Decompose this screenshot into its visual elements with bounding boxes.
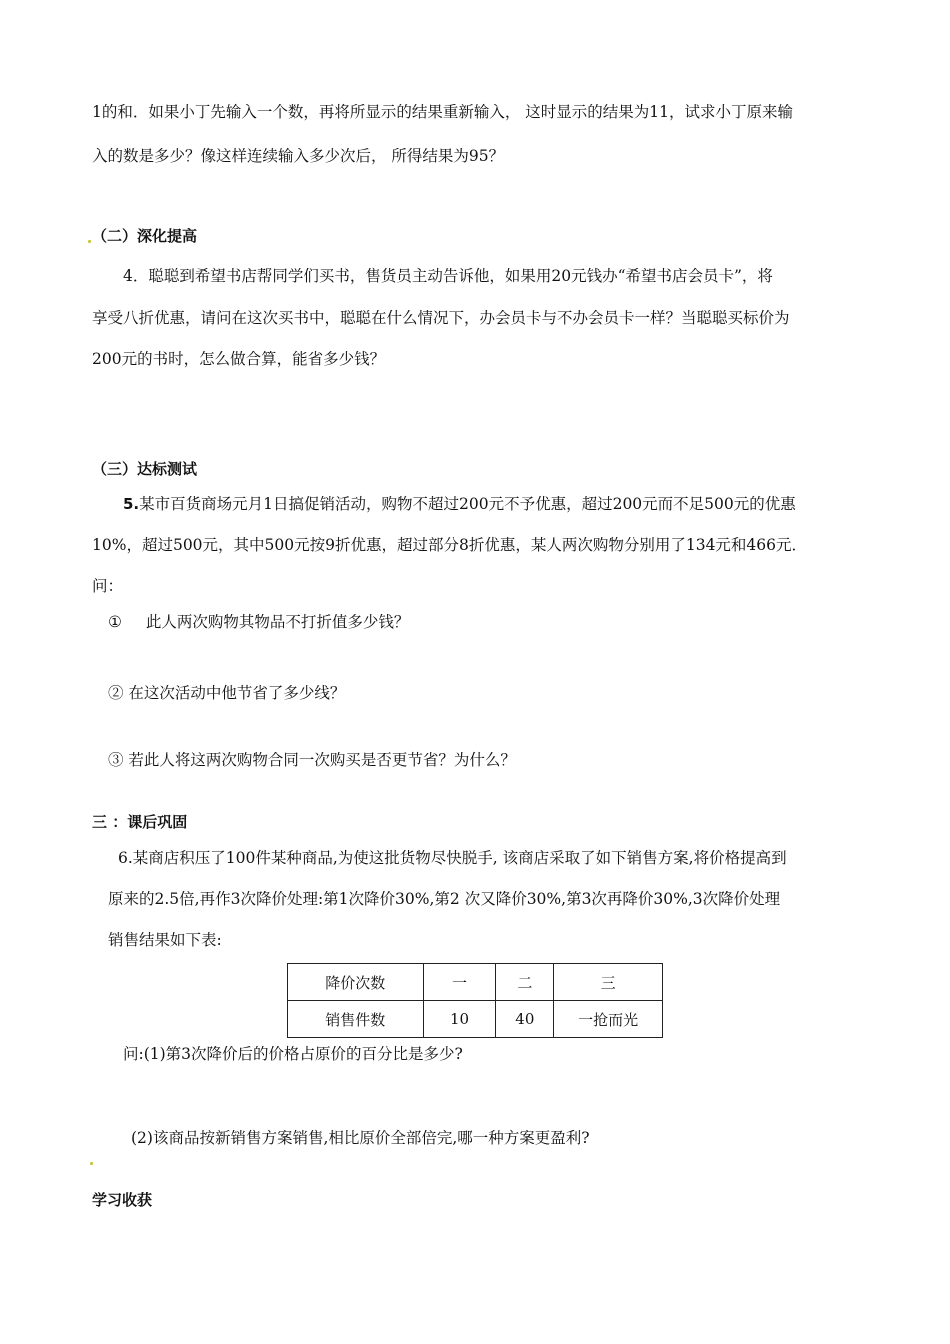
table-cell: 40 bbox=[496, 1001, 554, 1038]
table-header-cell: 三 bbox=[554, 964, 663, 1001]
question-3: ③ 若此人将这两次购物合同一次购买是否更节省？为什么？ bbox=[108, 751, 516, 769]
question-1 bbox=[108, 612, 409, 632]
problem-6-line-3: 销售结果如下表: bbox=[108, 931, 222, 949]
circled-1: ① bbox=[108, 613, 122, 631]
table-header-cell: 降价次数 bbox=[288, 964, 424, 1001]
problem-5-line-2: 10%，超过500元，其中500元按9折优惠，超过部分8折优惠，某人两次购物分别用了134元和466元． bbox=[92, 536, 808, 554]
problem-6-line-2: 原来的2.5倍,再作3次降价处理:第1次降价30%,第2 次又降价30%,第3次再降价30%,3次降价处理 bbox=[108, 890, 781, 908]
table-cell: 销售件数 bbox=[288, 1001, 424, 1038]
question-6-2: (2)该商品按新销售方案销售,相比原价全部倍完,哪一种方案更盈利? bbox=[131, 1129, 590, 1147]
question-1-text: 此人两次购物其物品不打折值多少钱？ bbox=[145, 613, 410, 631]
problem-5-line-3: 问： bbox=[92, 577, 124, 595]
problem-4-line-1: 4．聪聪到希望书店帮同学们买书，售货员主动告诉他，如果用20元钱办“希望书店会员卡”，将 bbox=[123, 267, 773, 285]
table-cell: 一抢而光 bbox=[554, 1001, 663, 1038]
table-header-cell: 一 bbox=[423, 964, 496, 1001]
problem-4-line-3: 200元的书时，怎么做合算，能省多少钱？ bbox=[92, 350, 386, 368]
problem-5-line-1 bbox=[123, 494, 796, 514]
table-cell: 10 bbox=[423, 1001, 496, 1038]
section-heading-test: （三）达标测试 bbox=[92, 460, 198, 478]
question-6-1: 问:(1)第3次降价后的价格占原价的百分比是多少? bbox=[123, 1045, 463, 1063]
section-heading-gains: 学习收获 bbox=[92, 1191, 153, 1209]
intro-line-1: 1的和．如果小丁先输入一个数，再将所显示的结果重新输入， 这时显示的结果为11，试求小丁原来输 bbox=[92, 103, 794, 121]
section-heading-review: 三 ：课后巩固 bbox=[92, 813, 188, 831]
stray-mark bbox=[90, 1162, 93, 1165]
problem-6-line-1: 6.某商店积压了100件某种商品,为使这批货物尽快脱手, 该商店采取了如下销售方案,将价格提高到 bbox=[118, 849, 787, 867]
intro-line-2: 入的数是多少？像这样连续输入多少次后， 所得结果为95？ bbox=[92, 147, 505, 165]
problem-4-line-2: 享受八折优惠，请问在这次买书中，聪聪在什么情况下，办会员卡与不办会员卡一样？当聪聪买标价为 bbox=[92, 309, 790, 327]
table-header-row bbox=[288, 964, 663, 1001]
problem-5-number: 5. bbox=[123, 495, 140, 513]
question-2: ② 在这次活动中他节省了多少线？ bbox=[108, 684, 346, 702]
table-header-cell: 二 bbox=[496, 964, 554, 1001]
problem-5-text-1: 某市百货商场元月1日搞促销活动，购物不超过200元不予优惠，超过200元而不足500元的优惠 bbox=[139, 495, 796, 513]
sales-table bbox=[287, 963, 663, 1038]
section-heading-deepen: （二）深化提高 bbox=[92, 227, 198, 245]
table-row bbox=[288, 1001, 663, 1038]
stray-mark bbox=[88, 240, 91, 243]
